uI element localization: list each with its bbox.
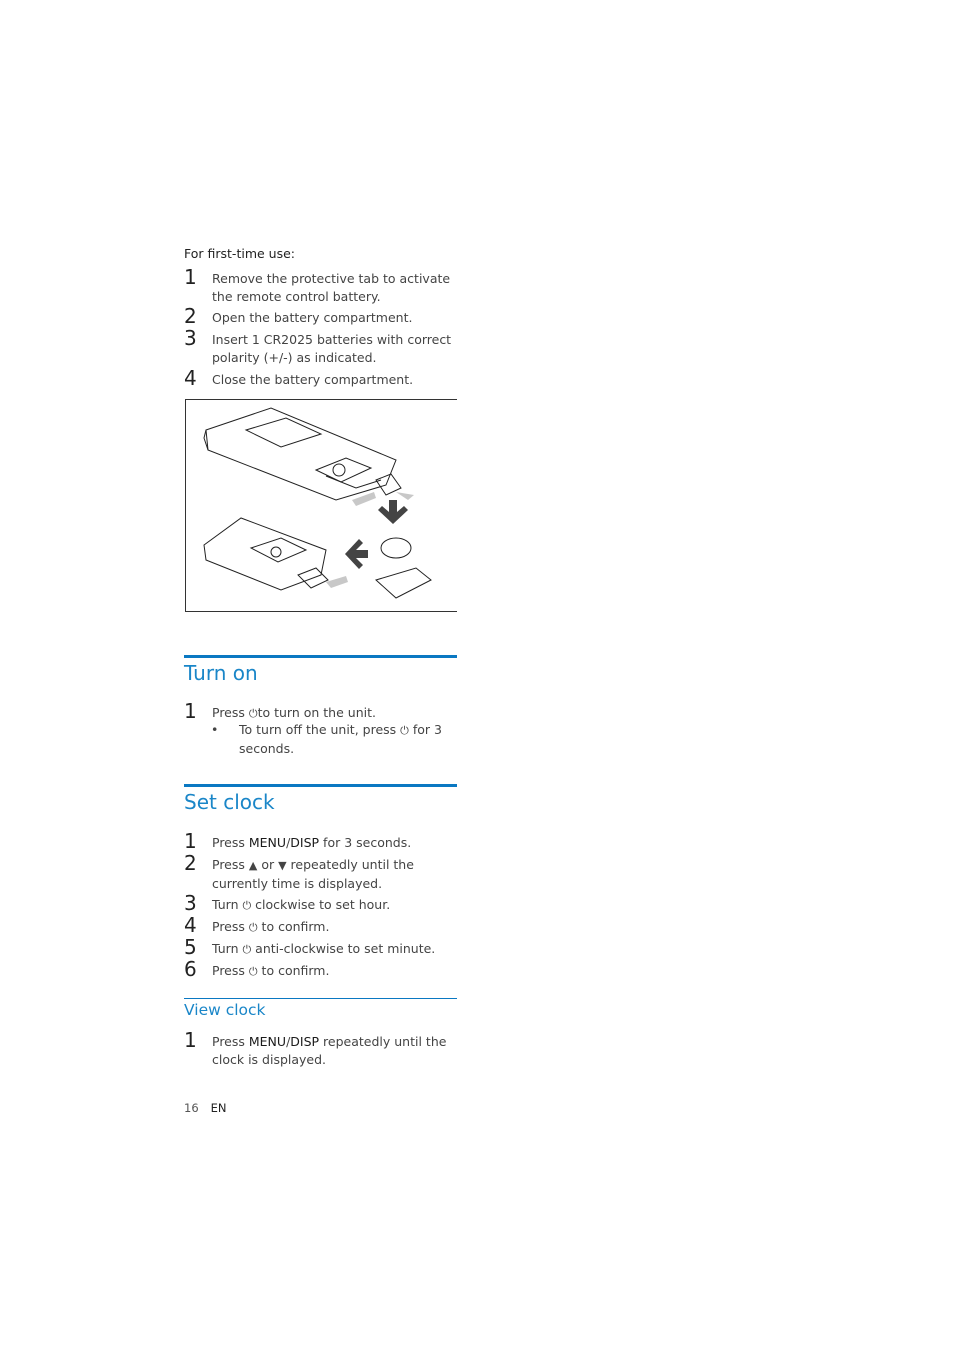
power-icon: ⏻ [248, 921, 258, 934]
up-arrow-icon: ▲ [248, 859, 258, 872]
view-clock-heading [184, 998, 457, 1023]
step-text: Remove the protective tab to activate the remote control battery. [212, 271, 451, 304]
view-clock-step-1 [184, 1028, 458, 1069]
disp-key: DISP [290, 1034, 320, 1049]
bullet-text: To turn off the unit, press ⏻ for 3 seconds. [239, 722, 442, 756]
step-number: 4 [184, 913, 197, 937]
section-title: Set clock [184, 790, 275, 814]
set-clock-step-6 [184, 957, 458, 981]
section-title: Turn on [184, 661, 258, 685]
section-title: View clock [184, 1001, 266, 1019]
step-text: Open the battery compartment. [212, 310, 413, 325]
step-number: 1 [184, 265, 197, 289]
set-clock-step-5 [184, 935, 458, 959]
step-number: 1 [184, 699, 197, 723]
set-clock-step-2 [184, 851, 458, 892]
first-use-step-2 [184, 304, 458, 328]
step-text: Press MENU/DISP for 3 seconds. [212, 835, 412, 850]
turn-on-bullet [211, 721, 451, 757]
step-number: 1 [184, 1028, 197, 1052]
turn-on-step-1 [184, 699, 458, 723]
step-text: Turn ⏻ anti-clockwise to set minute. [212, 940, 462, 959]
step-text: Turn ⏻ clockwise to set hour. [212, 896, 462, 915]
first-use-step-1 [184, 265, 458, 306]
battery-figure [185, 399, 457, 612]
language-code: EN [210, 1101, 227, 1115]
set-clock-heading [184, 784, 457, 817]
step-number: 3 [184, 891, 197, 915]
step-number: 2 [184, 851, 197, 875]
step-text: Insert 1 CR2025 batteries with correct polarity (+/-) as indicated. [212, 332, 452, 365]
step-number: 2 [184, 304, 197, 328]
first-use-step-3 [184, 326, 458, 367]
power-icon: ⏻ [242, 943, 252, 956]
power-icon: ⏻ [248, 707, 258, 720]
menu-key: MENU [248, 835, 287, 850]
power-icon: ⏻ [242, 899, 252, 912]
set-clock-step-3 [184, 891, 458, 915]
down-arrow-icon: ▼ [278, 859, 287, 872]
step-text: Press MENU/DISP repeatedly until the clock is displayed. [212, 1034, 447, 1067]
set-clock-step-4 [184, 913, 458, 937]
turn-on-heading [184, 655, 457, 688]
menu-key: MENU [248, 1034, 287, 1049]
remote-battery-illustration-icon [186, 400, 457, 611]
set-clock-step-1 [184, 829, 458, 853]
bullet-dot: • [211, 722, 219, 737]
step-number: 1 [184, 829, 197, 853]
step-text: Press ⏻to turn on the unit. [212, 704, 462, 723]
power-icon: ⏻ [400, 724, 409, 737]
step-text: Close the battery compartment. [212, 372, 414, 387]
disp-key: DISP [290, 835, 320, 850]
step-number: 6 [184, 957, 197, 981]
step-number: 3 [184, 326, 197, 350]
power-icon: ⏻ [248, 965, 258, 978]
step-text: Press ⏻ to confirm. [212, 918, 462, 937]
page-footer [184, 1101, 227, 1115]
step-text: Press ⏻ to confirm. [212, 962, 462, 981]
step-number: 4 [184, 366, 197, 390]
step-number: 5 [184, 935, 197, 959]
step-text: Press ▲ or ▼ repeatedly until the currently time is displayed. [212, 857, 414, 891]
page-number: 16 [184, 1101, 199, 1115]
intro-label: For first-time use: [184, 246, 295, 261]
first-use-step-4 [184, 366, 458, 390]
